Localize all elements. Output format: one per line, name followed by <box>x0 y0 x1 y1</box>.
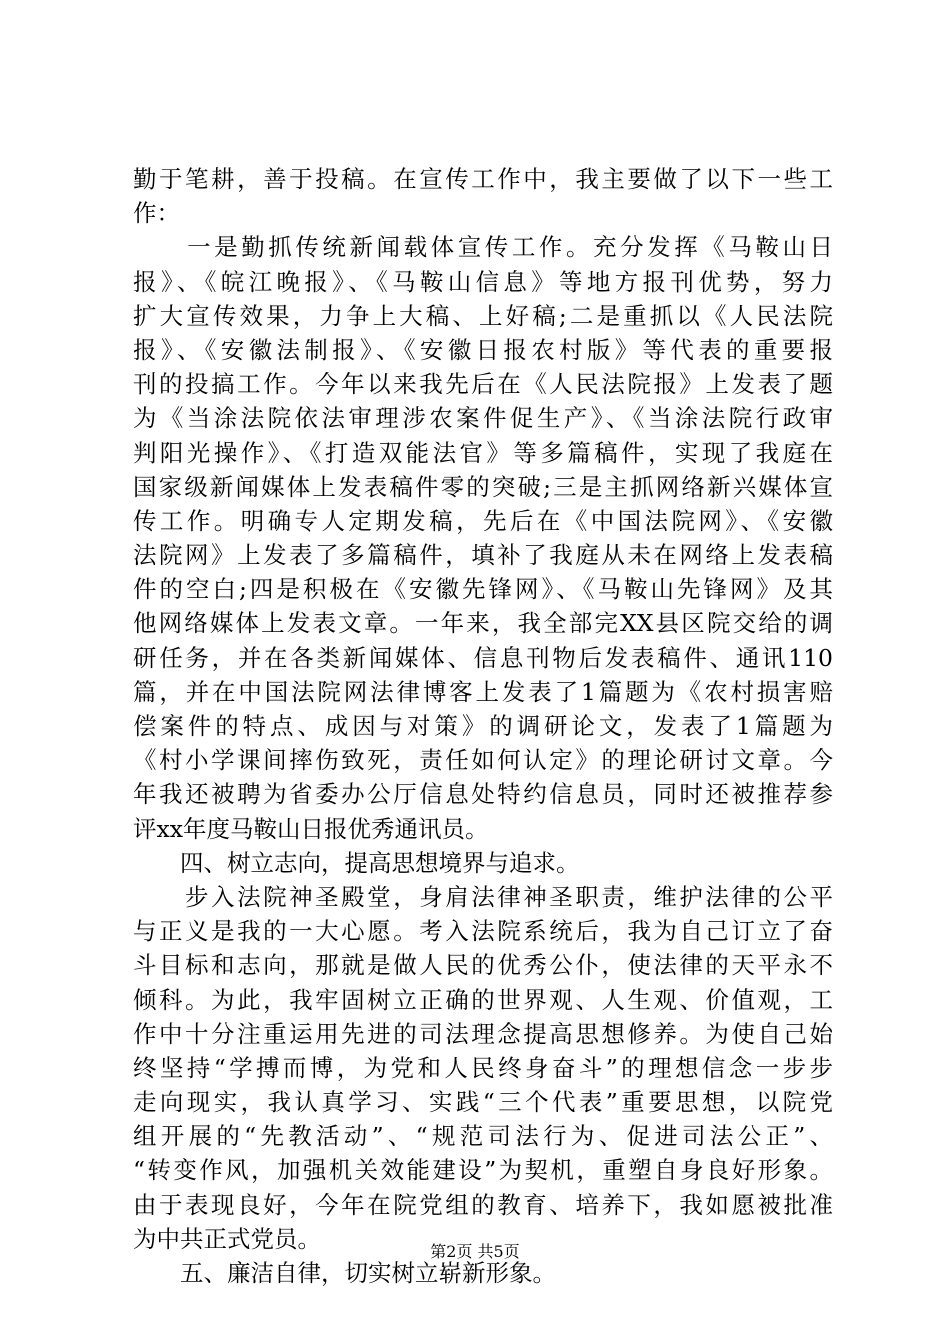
text-line: 斗目标和志向，那就是做人民的优秀公仆，使法律的天平永不 <box>133 951 833 980</box>
page-footer: 第2页 共5页 <box>430 1242 520 1261</box>
text-line: 由于表现良好，今年在院党组的教育、培养下，我如愿被批准 <box>133 1190 833 1219</box>
text-line: 研任务，并在各类新闻媒体、信息刊物后发表稿件、通讯110 <box>133 643 833 672</box>
text-line: 他网络媒体上发表文章。一年来，我全部完XX县区院交给的调 <box>133 609 833 638</box>
document-body <box>133 162 833 1290</box>
text-line: 报》、《皖江晚报》、《马鞍山信息》等地方报刊优势，努力 <box>133 267 833 296</box>
text-line: 步入法院神圣殿堂，身肩法律神圣职责，维护法律的公平 <box>133 882 833 911</box>
text-line: 为《当涂法院依法审理涉农案件促生产》、《当涂法院行政审 <box>133 404 833 433</box>
text-line: 为中共正式党员。 <box>133 1224 321 1253</box>
text-line: 《村小学课间摔伤致死，责任如何认定》的理论研讨文章。今 <box>133 746 833 775</box>
text-line: 传工作。明确专人定期发稿，先后在《中国法院网》、《安徽 <box>133 506 833 535</box>
text-line: 组开展的“先教活动”、“规范司法行为、促进司法公正”、 <box>133 1122 833 1151</box>
text-line: 件的空白;四是积极在《安徽先锋网》、《马鞍山先锋网》及其 <box>133 575 833 604</box>
text-line: 五、廉洁自律，切实树立崭新形象。 <box>133 1259 556 1287</box>
text-line: 走向现实，我认真学习、实践“三个代表”重要思想，以院党 <box>133 1088 833 1117</box>
text-line: 评xx年度马鞍山日报优秀通讯员。 <box>133 814 489 843</box>
text-line: 四、树立志向，提高思想境界与追求。 <box>133 848 580 877</box>
text-line: 一是勤抓传统新闻载体宣传工作。充分发挥《马鞍山日 <box>133 233 833 262</box>
text-line: 判阳光操作》、《打造双能法官》等多篇稿件，实现了我庭在 <box>133 438 833 467</box>
text-line: 刊的投搞工作。今年以来我先后在《人民法院报》上发表了题 <box>133 370 833 399</box>
text-line: 偿案件的特点、成因与对策》的调研论文，发表了1篇题为 <box>133 712 833 740</box>
text-line: 扩大宣传效果，力争上大稿、上好稿;二是重抓以《人民法院 <box>133 301 833 330</box>
text-line: 年我还被聘为省委办公厅信息处特约信息员，同时还被推荐参 <box>133 780 833 809</box>
text-line: 法院网》上发表了多篇稿件，填补了我庭从未在网络上发表稿 <box>133 541 833 570</box>
text-line: 与正义是我的一大心愿。考入法院系统后，我为自己订立了奋 <box>133 917 833 946</box>
text-line: 倾科。为此，我牢固树立正确的世界观、人生观、价值观，工 <box>133 985 833 1014</box>
text-line: 篇，并在中国法院网法律博客上发表了1篇题为《农村损害赔 <box>133 677 833 706</box>
text-line: 作中十分注重运用先进的司法理念提高思想修养。为使自己始 <box>133 1019 833 1048</box>
text-line: 勤于笔耕，善于投稿。在宣传工作中，我主要做了以下一些工 <box>133 165 833 193</box>
text-line: 作： <box>133 199 180 228</box>
text-line: 终坚持“学搏而博，为党和人民终身奋斗”的理想信念一步步 <box>133 1053 833 1082</box>
text-line: 报》、《安徽法制报》、《安徽日报农村版》等代表的重要报 <box>133 335 833 364</box>
text-line: 国家级新闻媒体上发表稿件零的突破;三是主抓网络新兴媒体宣 <box>133 472 833 501</box>
text-line: “转变作风，加强机关效能建设”为契机，重塑自身良好形象。 <box>133 1156 833 1185</box>
